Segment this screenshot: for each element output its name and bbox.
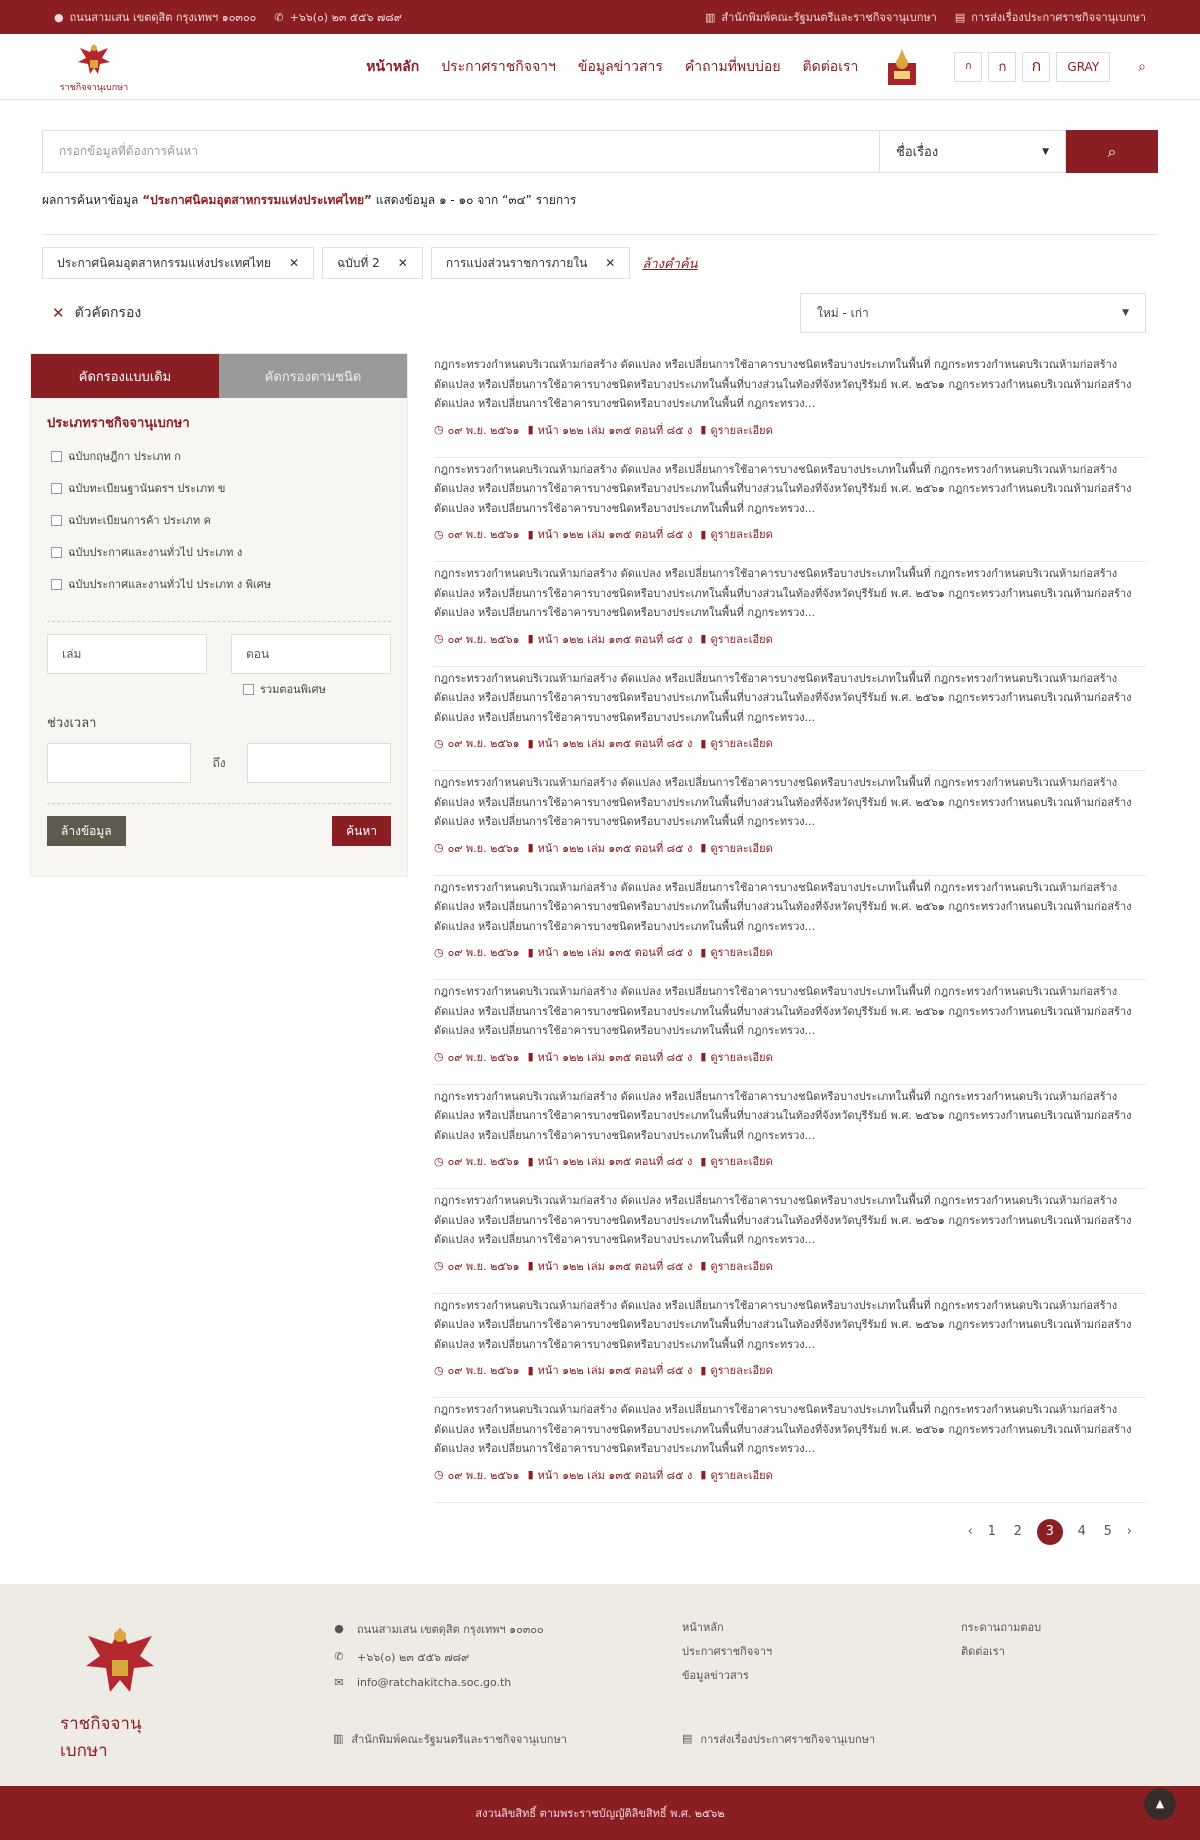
result-text[interactable]: กฎกระทรวงกำหนดบริเวณห้ามก่อสร้าง ดัดแปลง หรือเปลี่ยนการใช้อาคารบางชนิดหรือบางประเภทในพื้นที่ กฎกระทรวงกำหนดบริเวณห้ามก่อสร้าง ดัดแปลง หรือเปลี่ยนการใช้อาคารบางชนิดหรือบางประเภทในพื้นที่บางส่วนในท้องที่จังหวัดบุรีรัมย์ พ.ศ. ๒๕๖๑ กฎกระทรวงกำหนดบริเวณห้ามก่อสร้าง ดัดแปลง หรือเปลี่ยนการใช้อาคารบางชนิดหรือบางประเภทในพื้นที่ กฎกระทรวง... xyxy=(434,1403,1132,1455)
gray-mode-button[interactable]: GRAY xyxy=(1056,52,1110,82)
pdf-icon: ▮ xyxy=(700,841,707,854)
result-date: ◷ ๐๙ พ.ย. ๒๕๖๑ xyxy=(434,736,520,750)
filter-row xyxy=(52,293,1146,333)
page-2-button[interactable]: 2 xyxy=(1013,1524,1022,1539)
to-label: ถึง xyxy=(212,755,226,770)
result-item xyxy=(434,1085,1146,1190)
page-3-button[interactable]: 3 xyxy=(1037,1519,1063,1545)
pdf-icon: ▮ xyxy=(700,632,707,645)
main-nav xyxy=(366,45,1146,89)
result-item xyxy=(434,458,1146,563)
pdf-icon: ▮ xyxy=(700,1050,707,1063)
search-icon: ⌕ xyxy=(1107,141,1117,161)
close-icon[interactable]: ✕ xyxy=(605,256,616,270)
result-detail-link[interactable]: ▮ ดูรายละเอียด xyxy=(700,736,773,750)
chevron-left-icon[interactable]: ‹ xyxy=(967,1524,973,1539)
result-detail-link[interactable]: ▮ ดูรายละเอียด xyxy=(700,527,773,541)
font-size-large-button[interactable]: ก xyxy=(1022,52,1050,82)
clear-search-link[interactable]: ล้างคำค้น xyxy=(642,256,698,272)
result-date: ◷ ๐๙ พ.ย. ๒๕๖๑ xyxy=(434,945,520,959)
result-reference: ▮ หน้า ๑๒๒ เล่ม ๑๓๕ ตอนที่ ๘๕ ง xyxy=(527,841,693,855)
footer-link[interactable]: หน้าหลัก xyxy=(682,1620,724,1634)
search-field-value: ชื่อเรื่อง xyxy=(896,145,939,160)
result-text[interactable]: กฎกระทรวงกำหนดบริเวณห้ามก่อสร้าง ดัดแปลง หรือเปลี่ยนการใช้อาคารบางชนิดหรือบางประเภทในพื้นที่ กฎกระทรวงกำหนดบริเวณห้ามก่อสร้าง ดัดแปลง หรือเปลี่ยนการใช้อาคารบางชนิดหรือบางประเภทในพื้นที่บางส่วนในท้องที่จังหวัดบุรีรัมย์ พ.ศ. ๒๕๖๑ กฎกระทรวงกำหนดบริเวณห้ามก่อสร้าง ดัดแปลง หรือเปลี่ยนการใช้อาคารบางชนิดหรือบางประเภทในพื้นที่ กฎกระทรวง... xyxy=(434,880,1132,933)
file-icon: ▮ xyxy=(527,1154,534,1168)
search-bar xyxy=(42,130,1158,173)
tab-type-filter[interactable]: คัดกรองตามชนิด xyxy=(219,354,407,398)
logo-text: ราชกิจจานุเบกษา xyxy=(59,82,129,93)
top-link-submit[interactable]: ▤ การส่งเรื่องประกาศราชกิจจานุเบกษา xyxy=(954,10,1146,24)
clock-icon: ◷ xyxy=(434,736,444,750)
page-5-button[interactable]: 5 xyxy=(1103,1524,1112,1539)
checkbox-item[interactable]: ฉบับประกาศและงานทั่วไป ประเภท ง พิเศษ xyxy=(51,575,391,593)
footer-contact: ● ถนนสามเสน เขตดุสิต กรุงเทพฯ ๑๐๓๐๐ ✆ +๖๖(๐) ๒๓ ๕๕๖ ๗๘๙ ✉ info@ratchakitcha.soc.go.th xyxy=(334,1622,544,1689)
checkbox[interactable] xyxy=(51,483,62,494)
top-link-office[interactable]: ▥ สำนักพิมพ์คณะรัฐมนตรีและราชกิจจานุเบกษา xyxy=(704,10,937,24)
filter-chip: การแบ่งส่วนราชการภายใน ✕ xyxy=(431,247,631,279)
caret-down-icon: ▼ xyxy=(1042,146,1049,157)
location-icon: ● xyxy=(54,10,64,24)
apply-filter-button[interactable]: ค้นหา xyxy=(332,816,391,846)
file-icon: ▮ xyxy=(527,423,534,436)
date-range-label: ช่วงเวลา xyxy=(47,716,97,731)
file-icon: ▮ xyxy=(527,1050,534,1063)
checkbox[interactable] xyxy=(51,547,62,558)
result-detail-link[interactable]: ▮ ดูรายละเอียด xyxy=(700,632,773,646)
clock-icon: ◷ xyxy=(434,1363,444,1377)
page-4-button[interactable]: 4 xyxy=(1077,1524,1086,1539)
section-input[interactable]: ตอน xyxy=(231,634,391,674)
footer-office-link[interactable]: ▥ สำนักพิมพ์คณะรัฐมนตรีและราชกิจจานุเบกษา xyxy=(333,1732,567,1746)
result-reference: ▮ หน้า ๑๒๒ เล่ม ๑๓๕ ตอนที่ ๘๕ ง xyxy=(527,1468,693,1482)
result-text[interactable]: กฎกระทรวงกำหนดบริเวณห้ามก่อสร้าง ดัดแปลง หรือเปลี่ยนการใช้อาคารบางชนิดหรือบางประเภทในพื้นที่ กฎกระทรวงกำหนดบริเวณห้ามก่อสร้าง ดัดแปลง หรือเปลี่ยนการใช้อาคารบางชนิดหรือบางประเภทในพื้นที่บางส่วนในท้องที่จังหวัดบุรีรัมย์ พ.ศ. ๒๕๖๑ กฎกระทรวงกำหนดบริเวณห้ามก่อสร้าง ดัดแปลง หรือเปลี่ยนการใช้อาคารบางชนิดหรือบางประเภทในพื้นที่ กฎกระทรวง... xyxy=(434,985,1132,1037)
special-section-checkbox-item[interactable]: รวมตอนพิเศษ xyxy=(243,680,391,698)
pdf-icon: ▮ xyxy=(700,1468,707,1481)
document-icon: ▤ xyxy=(682,1732,693,1745)
divider xyxy=(47,803,391,804)
result-detail-link[interactable]: ▮ ดูรายละเอียด xyxy=(700,841,773,855)
result-item xyxy=(434,876,1146,981)
nav-home[interactable]: หน้าหลัก xyxy=(366,58,420,75)
divider xyxy=(42,234,1158,235)
phone-icon: ✆ xyxy=(334,1650,344,1663)
nav-information[interactable]: ข้อมูลข่าวสาร xyxy=(577,58,663,75)
site-header xyxy=(0,34,1200,100)
result-text[interactable]: กฎกระทรวงกำหนดบริเวณห้ามก่อสร้าง ดัดแปลง หรือเปลี่ยนการใช้อาคารบางชนิดหรือบางประเภทในพื้นที่ กฎกระทรวงกำหนดบริเวณห้ามก่อสร้าง ดัดแปลง หรือเปลี่ยนการใช้อาคารบางชนิดหรือบางประเภทในพื้นที่บางส่วนในท้องที่จังหวัดบุรีรัมย์ พ.ศ. ๒๕๖๑ กฎกระทรวงกำหนดบริเวณห้ามก่อสร้าง ดัดแปลง หรือเปลี่ยนการใช้อาคารบางชนิดหรือบางประเภทในพื้นที่ กฎกระทรวง... xyxy=(434,1089,1132,1142)
clear-filter-button[interactable]: ล้างข้อมูล xyxy=(47,816,126,846)
result-reference: ▮ หน้า ๑๒๒ เล่ม ๑๓๕ ตอนที่ ๘๕ ง xyxy=(527,423,693,437)
pdf-icon: ▮ xyxy=(700,527,707,541)
result-text[interactable]: กฎกระทรวงกำหนดบริเวณห้ามก่อสร้าง ดัดแปลง หรือเปลี่ยนการใช้อาคารบางชนิดหรือบางประเภทในพื้นที่ กฎกระทรวงกำหนดบริเวณห้ามก่อสร้าง ดัดแปลง หรือเปลี่ยนการใช้อาคารบางชนิดหรือบางประเภทในพื้นที่บางส่วนในท้องที่จังหวัดบุรีรัมย์ พ.ศ. ๒๕๖๑ กฎกระทรวงกำหนดบริเวณห้ามก่อสร้าง ดัดแปลง หรือเปลี่ยนการใช้อาคารบางชนิดหรือบางประเภทในพื้นที่ กฎกระทรวง... xyxy=(434,1194,1132,1246)
email-icon: ✉ xyxy=(334,1675,344,1689)
nav-announcements[interactable]: ประกาศราชกิจจาฯ xyxy=(441,58,556,75)
close-icon[interactable]: ✕ xyxy=(288,256,299,270)
result-date: ◷ ๐๙ พ.ย. ๒๕๖๑ xyxy=(434,1259,520,1273)
results-list xyxy=(434,353,1146,1545)
result-item xyxy=(434,562,1146,667)
pdf-icon: ▮ xyxy=(700,1363,707,1377)
result-date: ◷ ๐๙ พ.ย. ๒๕๖๑ xyxy=(434,1154,520,1168)
building-icon: ▥ xyxy=(333,1732,344,1745)
pdf-icon: ▮ xyxy=(700,1154,707,1168)
pdf-icon: ▮ xyxy=(700,1259,707,1272)
result-reference: ▮ หน้า ๑๒๒ เล่ม ๑๓๕ ตอนที่ ๘๕ ง xyxy=(527,945,693,959)
result-date: ◷ ๐๙ พ.ย. ๒๕๖๑ xyxy=(434,1468,520,1482)
back-to-top-button[interactable] xyxy=(1144,1788,1176,1820)
checkbox-item[interactable]: ฉบับประกาศและงานทั่วไป ประเภท ง xyxy=(51,543,391,561)
result-text[interactable]: กฎกระทรวงกำหนดบริเวณห้ามก่อสร้าง ดัดแปลง หรือเปลี่ยนการใช้อาคารบางชนิดหรือบางประเภทในพื้นที่ กฎกระทรวงกำหนดบริเวณห้ามก่อสร้าง ดัดแปลง หรือเปลี่ยนการใช้อาคารบางชนิดหรือบางประเภทในพื้นที่บางส่วนในท้องที่จังหวัดบุรีรัมย์ พ.ศ. ๒๕๖๑ กฎกระทรวงกำหนดบริเวณห้ามก่อสร้าง ดัดแปลง หรือเปลี่ยนการใช้อาคารบางชนิดหรือบางประเภทในพื้นที่ กฎกระทรวง... xyxy=(434,671,1132,724)
footer-link[interactable]: ข้อมูลข่าวสาร xyxy=(682,1668,749,1682)
active-filters xyxy=(42,247,1158,279)
filter-tabs xyxy=(31,354,407,398)
footer-logo[interactable] xyxy=(60,1622,180,1764)
pdf-icon: ▮ xyxy=(700,423,707,436)
result-item xyxy=(434,980,1146,1085)
result-text[interactable]: กฎกระทรวงกำหนดบริเวณห้ามก่อสร้าง ดัดแปลง หรือเปลี่ยนการใช้อาคารบางชนิดหรือบางประเภทในพื้นที่ กฎกระทรวงกำหนดบริเวณห้ามก่อสร้าง ดัดแปลง หรือเปลี่ยนการใช้อาคารบางชนิดหรือบางประเภทในพื้นที่บางส่วนในท้องที่จังหวัดบุรีรัมย์ พ.ศ. ๒๕๖๑ กฎกระทรวงกำหนดบริเวณห้ามก่อสร้าง ดัดแปลง หรือเปลี่ยนการใช้อาคารบางชนิดหรือบางประเภทในพื้นที่ กฎกระทรวง... xyxy=(434,462,1132,515)
font-size-small-button[interactable]: ก xyxy=(954,52,982,82)
clock-icon: ◷ xyxy=(434,1468,444,1481)
result-date: ◷ ๐๙ พ.ย. ๒๕๖๑ xyxy=(434,1050,520,1064)
search-button[interactable] xyxy=(1066,130,1158,173)
result-item xyxy=(434,1189,1146,1294)
pdf-icon: ▮ xyxy=(700,945,707,959)
search-field-select[interactable] xyxy=(880,130,1066,173)
clock-icon: ◷ xyxy=(434,945,444,959)
nav-contact[interactable]: ติดต่อเรา xyxy=(802,58,859,75)
pagination xyxy=(434,1519,1146,1545)
result-reference: ▮ หน้า ๑๒๒ เล่ม ๑๓๕ ตอนที่ ๘๕ ง xyxy=(527,1154,693,1168)
result-reference: ▮ หน้า ๑๒๒ เล่ม ๑๓๕ ตอนที่ ๘๕ ง xyxy=(527,632,693,646)
footer-links-1 xyxy=(682,1618,772,1690)
result-reference: ▮ หน้า ๑๒๒ เล่ม ๑๓๕ ตอนที่ ๘๕ ง xyxy=(527,1363,693,1377)
result-item xyxy=(434,667,1146,772)
clock-icon: ◷ xyxy=(434,527,444,541)
chevron-right-icon[interactable]: › xyxy=(1126,1524,1132,1539)
search-icon[interactable]: ⌕ xyxy=(1138,58,1146,75)
royal-emblem-icon xyxy=(880,45,924,89)
result-date: ◷ ๐๙ พ.ย. ๒๕๖๑ xyxy=(434,841,520,855)
footer-link[interactable]: ประกาศราชกิจจาฯ xyxy=(682,1644,773,1658)
result-detail-link[interactable]: ▮ ดูรายละเอียด xyxy=(700,1259,773,1273)
document-icon: ▤ xyxy=(954,10,966,24)
building-icon: ▥ xyxy=(704,10,716,24)
result-date: ◷ ๐๙ พ.ย. ๒๕๖๑ xyxy=(434,1363,520,1377)
checkbox-item[interactable]: ฉบับทะเบียนฐานันดรฯ ประเภท ข xyxy=(51,479,391,497)
date-to-input[interactable] xyxy=(247,743,391,783)
search-input[interactable]: กรอกข้อมูลที่ต้องการค้นหา xyxy=(42,130,880,173)
file-icon: ▮ xyxy=(527,945,534,959)
result-reference: ▮ หน้า ๑๒๒ เล่ม ๑๓๕ ตอนที่ ๘๕ ง xyxy=(527,1259,693,1273)
footer-logo-text: ราชกิจจานุเบกษา xyxy=(60,1713,142,1761)
result-detail-link[interactable]: ▮ ดูรายละเอียด xyxy=(700,1468,773,1482)
top-phone[interactable]: +๖๖(๐) ๒๓ ๕๕๖ ๗๘๙ xyxy=(289,11,402,24)
total-count: “๓๔” xyxy=(502,193,532,207)
result-item xyxy=(434,771,1146,876)
footer xyxy=(0,1584,1200,1786)
filter-chip: ฉบับที่ 2 ✕ xyxy=(322,247,423,279)
result-text[interactable]: กฎกระทรวงกำหนดบริเวณห้ามก่อสร้าง ดัดแปลง หรือเปลี่ยนการใช้อาคารบางชนิดหรือบางประเภทในพื้นที่ กฎกระทรวงกำหนดบริเวณห้ามก่อสร้าง ดัดแปลง หรือเปลี่ยนการใช้อาคารบางชนิดหรือบางประเภทในพื้นที่บางส่วนในท้องที่จังหวัดบุรีรัมย์ พ.ศ. ๒๕๖๑ กฎกระทรวงกำหนดบริเวณห้ามก่อสร้าง ดัดแปลง หรือเปลี่ยนการใช้อาคารบางชนิดหรือบางประเภทในพื้นที่ กฎกระทรวง... xyxy=(434,776,1132,828)
top-bar xyxy=(0,0,1200,34)
result-reference: ▮ หน้า ๑๒๒ เล่ม ๑๓๕ ตอนที่ ๘๕ ง xyxy=(527,736,693,750)
divider xyxy=(47,621,391,622)
clock-icon: ◷ xyxy=(434,1154,444,1168)
checkbox[interactable] xyxy=(51,515,62,526)
sort-select[interactable] xyxy=(800,293,1146,333)
gazette-type-heading: ประเภทราชกิจจานุเบกษา xyxy=(47,416,190,431)
sort-value: ใหม่ - เก่า xyxy=(817,305,869,320)
footer-link[interactable]: กระดานถามตอบ xyxy=(961,1620,1042,1634)
volume-input[interactable]: เล่ม xyxy=(47,634,207,674)
result-date: ◷ ๐๙ พ.ย. ๒๕๖๑ xyxy=(434,632,520,646)
file-icon: ▮ xyxy=(527,1259,534,1272)
result-date: ◷ ๐๙ พ.ย. ๒๕๖๑ xyxy=(434,527,520,541)
pdf-icon: ▮ xyxy=(700,736,707,750)
clock-icon: ◷ xyxy=(434,632,444,645)
phone-icon: ✆ xyxy=(274,10,284,24)
location-icon: ● xyxy=(334,1622,344,1635)
result-item xyxy=(434,1294,1146,1399)
page-1-button[interactable]: 1 xyxy=(987,1524,996,1539)
site-logo[interactable] xyxy=(54,40,134,94)
footer-link[interactable]: ติดต่อเรา xyxy=(961,1644,1005,1658)
clock-icon: ◷ xyxy=(434,1259,444,1272)
top-address: ถนนสามเสน เขตดุสิต กรุงเทพฯ ๑๐๓๐๐ xyxy=(69,11,257,24)
checkbox[interactable] xyxy=(51,579,62,590)
file-icon: ▮ xyxy=(527,841,534,854)
result-detail-link[interactable]: ▮ ดูรายละเอียด xyxy=(700,1154,773,1168)
file-icon: ▮ xyxy=(527,736,534,750)
result-date: ◷ ๐๙ พ.ย. ๒๕๖๑ xyxy=(434,423,520,437)
main-content xyxy=(30,353,1200,1545)
query-text: “ประกาศนิคมอุตสาหกรรมแห่งประเทศไทย” xyxy=(142,193,372,207)
file-icon: ▮ xyxy=(527,1363,534,1377)
copyright-bar xyxy=(0,1786,1200,1840)
result-reference: ▮ หน้า ๑๒๒ เล่ม ๑๓๕ ตอนที่ ๘๕ ง xyxy=(527,1050,693,1064)
checkbox[interactable] xyxy=(51,451,62,462)
filter-sidebar xyxy=(30,353,408,877)
result-reference: ▮ หน้า ๑๒๒ เล่ม ๑๓๕ ตอนที่ ๘๕ ง xyxy=(527,527,693,541)
garuda-logo-icon xyxy=(74,40,114,78)
checkbox-item[interactable]: ฉบับทะเบียนการค้า ประเภท ค xyxy=(51,511,391,529)
result-text[interactable]: กฎกระทรวงกำหนดบริเวณห้ามก่อสร้าง ดัดแปลง หรือเปลี่ยนการใช้อาคารบางชนิดหรือบางประเภทในพื้นที่ กฎกระทรวงกำหนดบริเวณห้ามก่อสร้าง ดัดแปลง หรือเปลี่ยนการใช้อาคารบางชนิดหรือบางประเภทในพื้นที่บางส่วนในท้องที่จังหวัดบุรีรัมย์ พ.ศ. ๒๕๖๑ กฎกระทรวงกำหนดบริเวณห้ามก่อสร้าง ดัดแปลง หรือเปลี่ยนการใช้อาคารบางชนิดหรือบางประเภทในพื้นที่ กฎกระทรวง... xyxy=(434,567,1132,619)
result-text[interactable]: กฎกระทรวงกำหนดบริเวณห้ามก่อสร้าง ดัดแปลง หรือเปลี่ยนการใช้อาคารบางชนิดหรือบางประเภทในพื้นที่ กฎกระทรวงกำหนดบริเวณห้ามก่อสร้าง ดัดแปลง หรือเปลี่ยนการใช้อาคารบางชนิดหรือบางประเภทในพื้นที่บางส่วนในท้องที่จังหวัดบุรีรัมย์ พ.ศ. ๒๕๖๑ กฎกระทรวงกำหนดบริเวณห้ามก่อสร้าง ดัดแปลง หรือเปลี่ยนการใช้อาคารบางชนิดหรือบางประเภทในพื้นที่ กฎกระทรวง... xyxy=(434,358,1132,410)
caret-down-icon: ▼ xyxy=(1122,308,1129,318)
tab-basic-filter[interactable]: คัดกรองแบบเดิม xyxy=(31,354,219,398)
filter-title: ตัวคัดกรอง xyxy=(74,305,142,321)
filter-toggle[interactable] xyxy=(52,302,141,324)
font-size-medium-button[interactable]: ก xyxy=(988,52,1016,82)
garuda-logo-icon xyxy=(82,1622,158,1700)
result-summary: ผลการค้นหาข้อมูล “ประกาศนิคมอุตสาหกรรมแห่งประเทศไทย” แสดงข้อมูล ๑ - ๑๐ จาก “๓๔” รายการ xyxy=(42,193,577,207)
close-icon[interactable]: ✕ xyxy=(397,256,408,270)
footer-submit-link[interactable]: ▤ การส่งเรื่องประกาศราชกิจจานุเบกษา xyxy=(682,1732,876,1746)
result-item xyxy=(434,353,1146,458)
copyright-text: สงวนลิขสิทธิ์ ตามพระราชบัญญัติลิขสิทธิ์ พ.ศ. ๒๕๖๒ xyxy=(475,1806,725,1820)
clock-icon: ◷ xyxy=(434,841,444,854)
result-detail-link[interactable]: ▮ ดูรายละเอียด xyxy=(700,1050,773,1064)
result-item xyxy=(434,1398,1146,1503)
chevron-up-icon: ▲ xyxy=(1155,1797,1165,1810)
file-icon: ▮ xyxy=(527,527,534,541)
filter-chip: ประกาศนิคมอุตสาหกรรมแห่งประเทศไทย ✕ xyxy=(42,247,314,279)
close-icon: ✕ xyxy=(52,304,65,322)
date-from-input[interactable] xyxy=(47,743,191,783)
result-detail-link[interactable]: ▮ ดูรายละเอียด xyxy=(700,945,773,959)
clock-icon: ◷ xyxy=(434,1050,444,1063)
result-detail-link[interactable]: ▮ ดูรายละเอียด xyxy=(700,1363,773,1377)
result-detail-link[interactable]: ▮ ดูรายละเอียด xyxy=(700,423,773,437)
clock-icon: ◷ xyxy=(434,423,444,436)
nav-faq[interactable]: คำถามที่พบบ่อย xyxy=(684,58,781,75)
checkbox[interactable] xyxy=(243,684,254,695)
footer-links-2 xyxy=(961,1618,1041,1666)
checkbox-item[interactable]: ฉบับกฤษฎีกา ประเภท ก xyxy=(51,447,391,465)
file-icon: ▮ xyxy=(527,632,534,645)
result-text[interactable]: กฎกระทรวงกำหนดบริเวณห้ามก่อสร้าง ดัดแปลง หรือเปลี่ยนการใช้อาคารบางชนิดหรือบางประเภทในพื้นที่ กฎกระทรวงกำหนดบริเวณห้ามก่อสร้าง ดัดแปลง หรือเปลี่ยนการใช้อาคารบางชนิดหรือบางประเภทในพื้นที่บางส่วนในท้องที่จังหวัดบุรีรัมย์ พ.ศ. ๒๕๖๑ กฎกระทรวงกำหนดบริเวณห้ามก่อสร้าง ดัดแปลง หรือเปลี่ยนการใช้อาคารบางชนิดหรือบางประเภทในพื้นที่ กฎกระทรวง... xyxy=(434,1298,1132,1351)
file-icon: ▮ xyxy=(527,1468,534,1481)
